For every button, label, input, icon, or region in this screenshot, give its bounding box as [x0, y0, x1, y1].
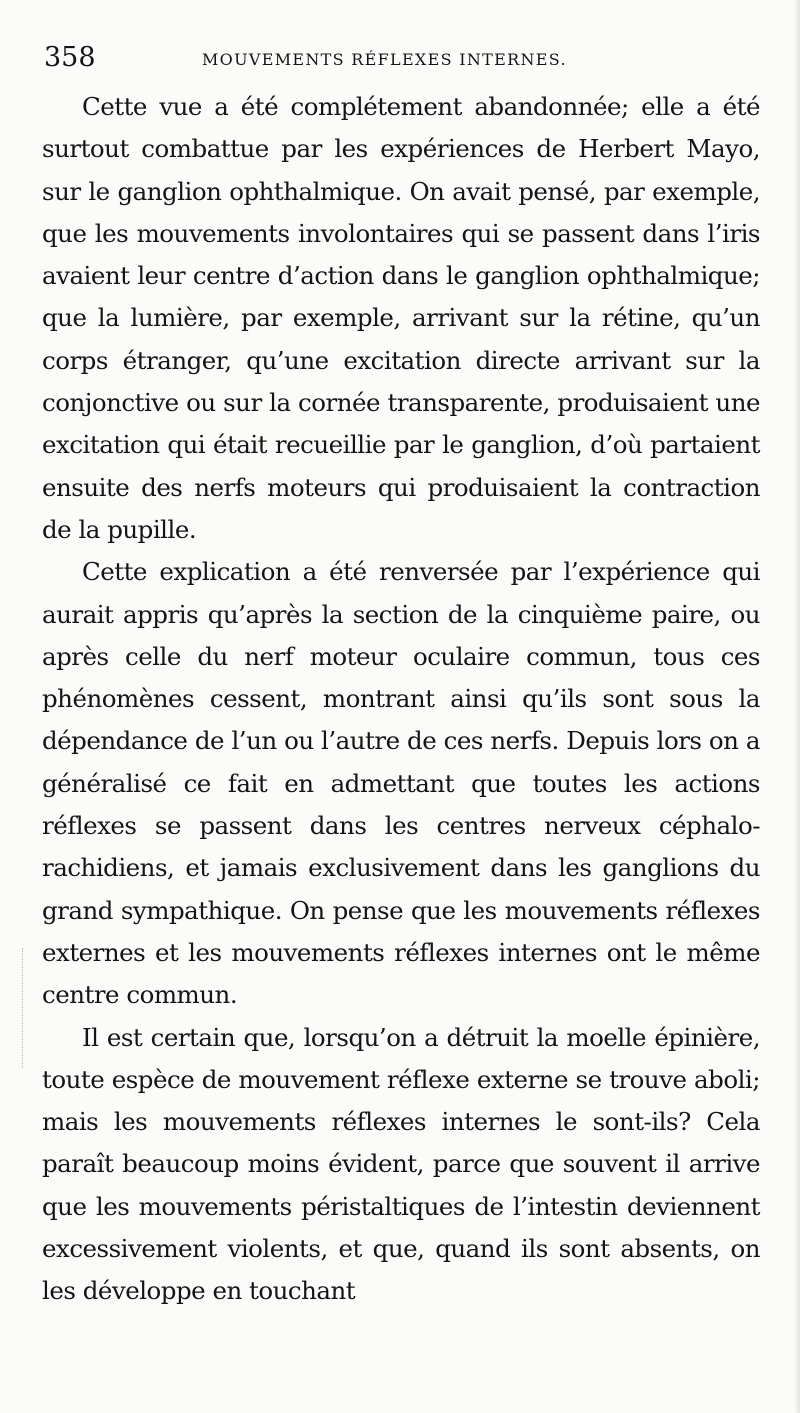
- paragraph: Il est certain que, lorsqu’on a détruit la moelle épinière, toute espèce de mouvement réflexe externe se trouve aboli; mais les mouvements réflexes internes le sont-ils? Cela paraît beaucoup moins évident, parce que souvent il arrive que les mouvements péristaltiques de l’intestin deviennent excessivement violents, et que, quand ils sont absents, on les développe en touchant: [42, 1022, 760, 1306]
- running-head: MOUVEMENTS RÉFLEXES INTERNES.: [202, 50, 567, 69]
- page-number: 358: [44, 42, 96, 73]
- page-header: [42, 38, 760, 86]
- margin-pencil-mark: [22, 948, 26, 1068]
- paragraph: Cette vue a été complétement abandonnée; elle a été surtout combattue par les expériences de Herbert Mayo, sur le ganglion ophthalmique. On avait pensé, par exemple, que les mouvements involontaires qui se passent dans l’iris avaient leur centre d’action dans le ganglion ophthalmique; que la lumière, par exemple, arrivant sur la rétine, qu’un corps étranger, qu’une excitation directe arrivant sur la conjonctive ou sur la cornée transparente, produisaient une excitation qui était recueillie par le ganglion, d’où partaient ensuite des nerfs moteurs qui produisaient la contraction de la pupille.: [42, 92, 760, 544]
- paragraph: Cette explication a été renversée par l’expérience qui aurait appris qu’après la section de la cinquième paire, ou après celle du nerf moteur oculaire commun, tous ces phénomènes cessent, montrant ainsi qu’ils sont sous la dépendance de l’un ou l’autre de ces nerfs. Depuis lors on a généralisé ce fait en admettant que toutes les actions réflexes se passent dans les centres nerveux céphalo-rachidiens, et jamais exclusivement dans les ganglions du grand sympathique. On pense que les mouvements réflexes externes et les mouvements réflexes internes ont le même centre commun.: [42, 557, 760, 1010]
- body-text: [42, 86, 760, 1313]
- page-edge-shadow: [794, 0, 800, 1413]
